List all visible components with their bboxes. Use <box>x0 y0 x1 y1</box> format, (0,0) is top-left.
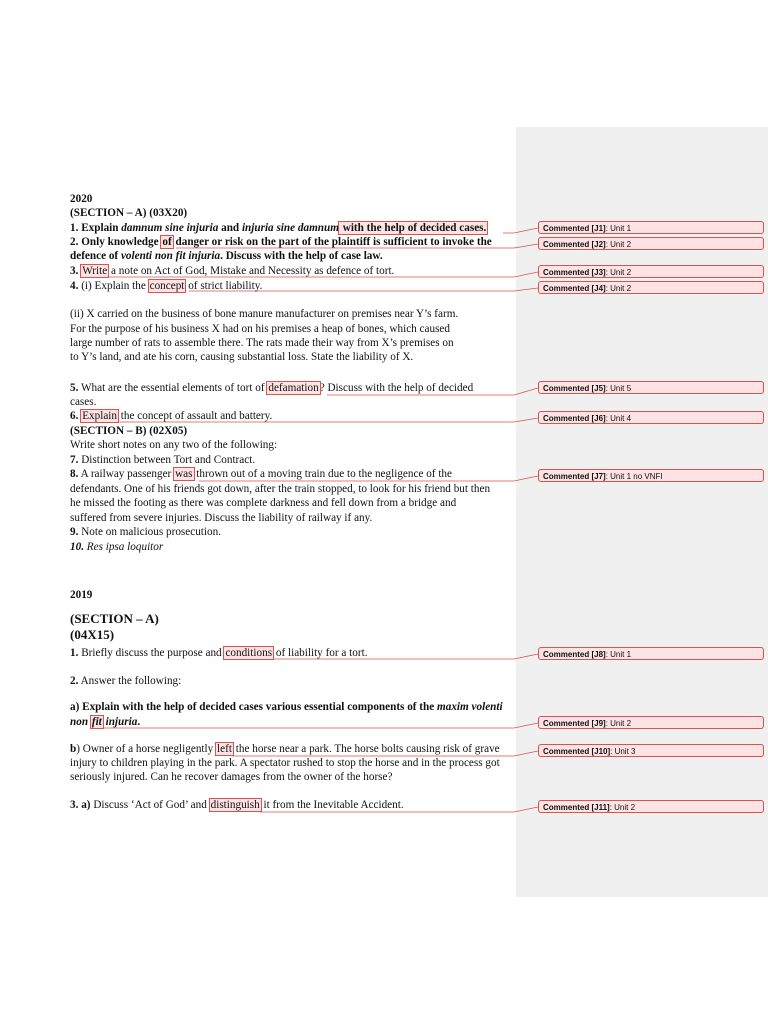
question-4ii-line: For the purpose of his business X had on his premises a heap of bones, which caused <box>70 323 450 335</box>
highlight-j11[interactable]: distinguish <box>210 799 260 811</box>
year-heading-2019: 2019 <box>70 589 93 601</box>
question-6-2020: 6. Explain the concept of assault and battery. <box>70 410 273 422</box>
question-10-2020: 10. Res ipsa loquitor <box>70 541 164 553</box>
comment-balloon-j9[interactable]: Commented [J9]: Unit 2 <box>538 716 764 729</box>
question-3a-2019: 3. a) Discuss ‘Act of God’ and distinguish it from the Inevitable Accident. <box>70 799 404 811</box>
section-a-heading-2019: (SECTION – A) <box>70 611 159 626</box>
highlight-j2[interactable]: of <box>162 236 172 248</box>
question-2b-line: injury to children playing in the park. A spectator rushed to stop the horse and in the process got <box>70 757 500 769</box>
comment-balloon-j3[interactable]: Commented [J3]: Unit 2 <box>538 265 764 278</box>
highlight-j3[interactable]: Write <box>82 265 108 277</box>
comment-balloon-j1[interactable]: Commented [J1]: Unit 1 <box>538 221 764 234</box>
question-4ii-line: large number of rats to assemble there. The rats made their way from X’s premises on <box>70 337 454 349</box>
question-7-2020: 7. Distinction between Tort and Contract. <box>70 454 256 466</box>
comment-balloon-j7[interactable]: Commented [J7]: Unit 1 no VNFI <box>538 469 764 482</box>
question-8-line: suffered from severe injuries. Discuss the liability of railway if any. <box>70 512 373 524</box>
marks-heading-2019: (04X15) <box>70 627 115 642</box>
section-b-heading-2020: (SECTION – B) (02X05) <box>70 425 188 437</box>
year-heading-2020: 2020 <box>70 193 93 205</box>
question-2b-2019: b) Owner of a horse negligently left the horse near a park. The horse bolts causing risk of grave <box>70 743 500 755</box>
comment-balloon-j11[interactable]: Commented [J11]: Unit 2 <box>538 800 764 813</box>
question-1-2019: 1. Briefly discuss the purpose and conditions of liability for a tort. <box>70 647 368 659</box>
highlight-j6[interactable]: Explain <box>82 410 117 422</box>
question-4ii-line: (ii) X carried on the business of bone manure manufacturer on premises near Y’s farm. <box>70 308 459 320</box>
question-8-line: he missed the footing as there was complete darkness and fell down from a bridge and <box>70 497 457 509</box>
question-3-2020: 3. Write a note on Act of God, Mistake and Necessity as defence of tort. <box>70 265 395 277</box>
highlight-j1[interactable]: with the help of decided cases. <box>339 222 487 234</box>
highlight-j8[interactable]: conditions <box>225 647 273 659</box>
highlight-j5[interactable]: defamation <box>268 382 319 394</box>
comment-balloon-j10[interactable]: Commented [J10]: Unit 3 <box>538 744 764 757</box>
comment-balloon-j5[interactable]: Commented [J5]: Unit 5 <box>538 381 764 394</box>
highlight-j4[interactable]: concept <box>149 280 185 292</box>
question-2b-line: seriously injured. Can he recover damages from the owner of the horse? <box>70 771 393 783</box>
question-1-2020: 1. Explain damnum sine injuria and injuria sine damnum with the help of decided cases. <box>70 222 487 234</box>
question-2a-2019: a) Explain with the help of decided cases various essential components of the maxim volenti <box>70 701 503 713</box>
question-2a-line-2: non fit injuria. <box>70 716 141 728</box>
question-5-line-2: cases. <box>70 396 97 408</box>
question-2-line-2: defence of volenti non fit injuria. Discuss with the help of case law. <box>70 250 383 262</box>
question-9-2020: 9. Note on malicious prosecution. <box>70 526 222 538</box>
comment-balloon-j6[interactable]: Commented [J6]: Unit 4 <box>538 411 764 424</box>
question-4ii-line: to Y’s land, and ate his corn, causing substantial loss. State the liability of X. <box>70 351 414 363</box>
question-2-2020: 2. Only knowledge of danger or risk on the part of the plaintiff is sufficient to invoke the <box>70 236 492 248</box>
question-4-2020: 4. (i) Explain the concept of strict liability. <box>70 280 263 292</box>
question-2-2019: 2. Answer the following: <box>70 675 182 687</box>
comment-balloon-j8[interactable]: Commented [J8]: Unit 1 <box>538 647 764 660</box>
highlight-j10[interactable]: left <box>217 743 232 755</box>
section-a-heading-2020: (SECTION – A) (03X20) <box>70 207 188 219</box>
comment-balloon-j2[interactable]: Commented [J2]: Unit 2 <box>538 237 764 250</box>
question-8-line: defendants. One of his friends got down, after the train stopped, to look for his friend but then <box>70 483 491 495</box>
highlight-j7[interactable]: was <box>175 468 193 480</box>
question-5-2020: 5. What are the essential elements of tort of defamation? Discuss with the help of decided <box>70 382 474 394</box>
highlight-j9[interactable]: fit <box>91 716 102 728</box>
short-notes-instruction: Write short notes on any two of the following: <box>70 439 278 451</box>
comment-balloon-j4[interactable]: Commented [J4]: Unit 2 <box>538 281 764 294</box>
question-8-2020: 8. A railway passenger was thrown out of a moving train due to the negligence of the <box>70 468 452 480</box>
